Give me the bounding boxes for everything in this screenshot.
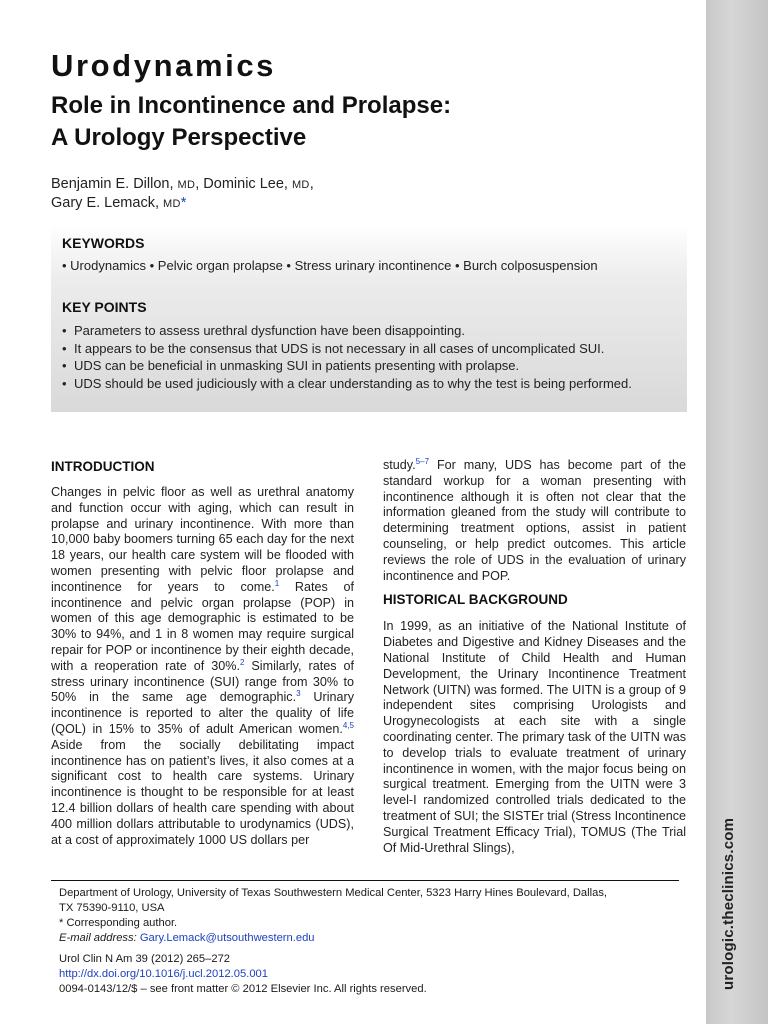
text-run: Changes in pelvic floor as well as urethral anatomy and function occur with aging, which can result in prolapse and urinary incontinence. With more than 10,000 baby boomers turning 65 each day for the next 18 years, our health care system will be flooded with women presenting with pelvic floor prolapse and incontinence for years to come.: [51, 485, 354, 594]
text-run: Rates of incontinence and pelvic organ prolapse (POP) in women of this age demographic is estimated to be 30% to 94%, and 1 in 8 women may require surgical repair for POP or incontinence by their eighth decade, with a reoperation rate of 30%.: [51, 579, 354, 673]
text-run: For many, UDS has become part of the standard workup for a woman presenting with incontinence although it is often not clear that the information gleaned from the study will contribute to determining treatment options, assist in patient counseling, or help predict outcomes. This article reviews the role of UDS in the evaluation of urinary incontinence and POP.: [383, 458, 686, 583]
author-line-2: [51, 194, 611, 213]
journal-citation: Urol Clin N Am 39 (2012) 265–272: [59, 953, 231, 965]
email-link[interactable]: Gary.Lemack@utsouthwestern.edu: [139, 932, 315, 944]
continued-paragraph: [383, 458, 686, 584]
author-separator: ,: [309, 176, 314, 192]
introduction-paragraph: [51, 485, 354, 848]
keywords-heading: KEYWORDS: [62, 235, 145, 251]
author-name: Gary E. Lemack,: [51, 195, 164, 211]
author-degree: MD: [163, 198, 181, 210]
reference-link[interactable]: 3: [296, 689, 301, 699]
journal-url[interactable]: urologic.theclinics.com: [720, 817, 737, 990]
reference-link[interactable]: 1: [274, 578, 280, 588]
right-column: [383, 458, 686, 856]
article-subtitle: [51, 90, 611, 154]
affiliation-footnote: [59, 886, 699, 946]
left-column: [51, 458, 354, 848]
keywords-list: • Urodynamics • Pelvic organ prolapse • Stress urinary incontinence • Burch colposuspension: [62, 258, 598, 273]
historical-background-heading: HISTORICAL BACKGROUND: [383, 592, 568, 608]
journal-sidebar: [706, 0, 768, 1024]
text-run: study.: [383, 458, 416, 472]
author-list: [51, 175, 611, 213]
key-points-heading: KEY POINTS: [62, 299, 147, 315]
key-point-item: • UDS should be used judiciously with a clear understanding as to why the test is being performed.: [62, 375, 682, 393]
affiliation-line: TX 75390-9110, USA: [59, 902, 165, 914]
article-title: Urodynamics: [51, 48, 276, 83]
key-point-item: • Parameters to assess urethral dysfunction have been disappointing.: [62, 322, 682, 340]
corresponding-author-mark[interactable]: *: [180, 195, 187, 211]
corresponding-note: * Corresponding author.: [59, 917, 178, 929]
key-points-list: [62, 322, 682, 392]
footer-divider: [51, 880, 679, 881]
introduction-heading: INTRODUCTION: [51, 459, 155, 474]
copyright-line: 0094-0143/12/$ – see front matter © 2012 Elsevier Inc. All rights reserved.: [59, 983, 427, 995]
key-point-item: • It appears to be the consensus that UDS is not necessary in all cases of uncomplicated SUI.: [62, 340, 682, 358]
subtitle-line-2: A Urology Perspective: [51, 124, 307, 151]
text-run: Similarly, rates of stress urinary incontinence (SUI) range from 30% to 50% in the same age demographic.: [51, 658, 354, 705]
doi-link[interactable]: http://dx.doi.org/10.1016/j.ucl.2012.05.001: [59, 968, 268, 980]
citation-block: [59, 952, 699, 997]
author-name: , Dominic Lee,: [195, 176, 292, 192]
reference-link[interactable]: 2: [239, 657, 245, 667]
email-line: [59, 931, 699, 946]
author-line-1: [51, 175, 611, 194]
key-point-item: • UDS can be beneficial in unmasking SUI in patients presenting with prolapse.: [62, 357, 682, 375]
reference-link[interactable]: 4,5: [342, 720, 354, 730]
subtitle-line-1: Role in Incontinence and Prolapse:: [51, 92, 452, 119]
historical-background-paragraph: In 1999, as an initiative of the National Institute of Diabetes and Digestive and Kidney Diseases and the National Institute of Child Health and Human Development, the Urinary Incontinence Treatment Network (UITN) was formed. The UITN is a group of 9 independent sites comprising Urologists and Urogynecologists at each site with a single coordinating center. The primary task of the UITN was to develop trials to evaluate treatment of urinary incontinence in women, with the major focus being on surgical treatment. Emerging from the UITN were 3 level-I randomized controlled trials dedicated to the treatment of SUI; the SISTEr trial (Stress Incontinence Surgical Treatment Efficacy Trial), TOMUS (The Trial Of Mid-Urethral Slings),: [383, 619, 686, 855]
reference-link[interactable]: 5–7: [415, 456, 430, 466]
email-label: E-mail address:: [59, 932, 140, 944]
author-degree: MD: [291, 179, 310, 191]
text-run: Urinary incontinence is reported to alter the quality of life (QOL) in 15% to 35% of adult American women.: [51, 690, 355, 736]
author-degree: MD: [177, 179, 196, 191]
affiliation-line: Department of Urology, University of Texas Southwestern Medical Center, 5323 Harry Hines Boulevard, Dallas,: [59, 887, 608, 899]
text-run: Aside from the socially debilitating impact incontinence has on patient’s lives, it also comes at a significant cost to health care systems. Urinary incontinence is thought to be responsible for at least 12.4 billion dollars of health care spending with about 400 million dollars attributable to urodynamics (UDS), at a cost of approximately 1000 US dollars per: [51, 737, 354, 847]
author-name: Benjamin E. Dillon,: [51, 176, 178, 192]
